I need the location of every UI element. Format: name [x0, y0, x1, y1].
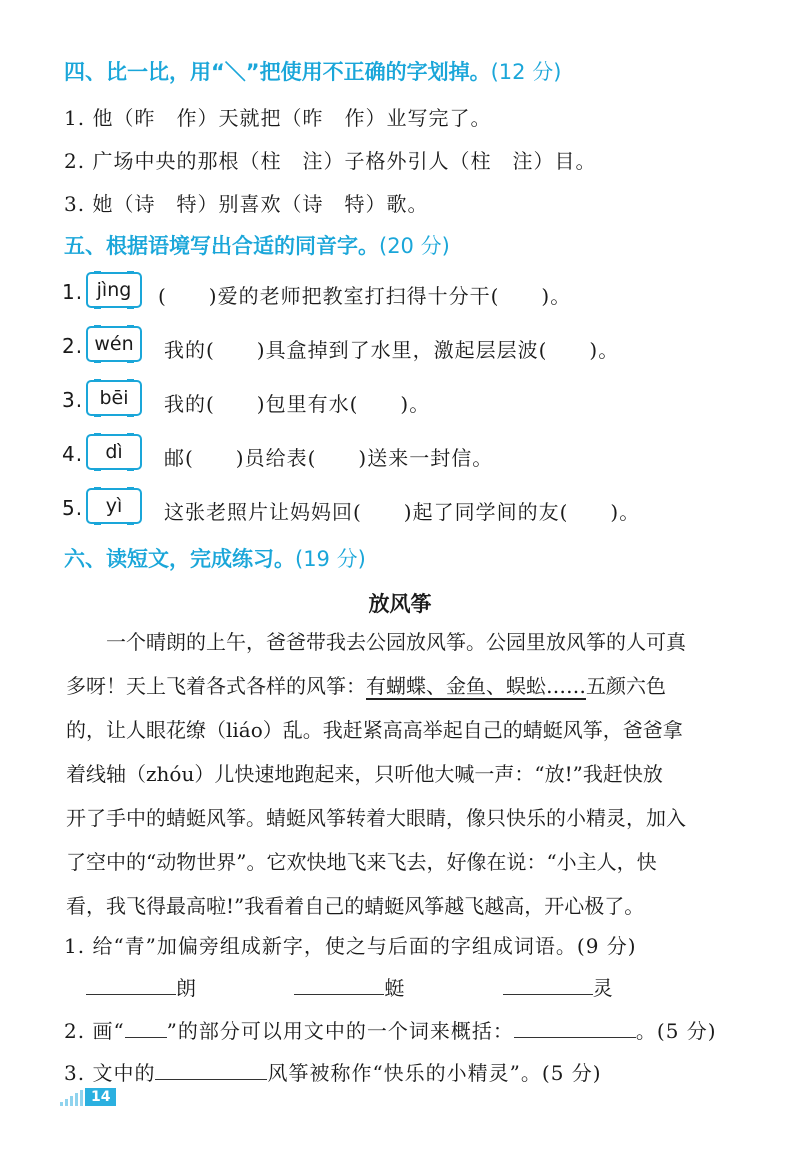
page-bar-5 — [80, 1090, 83, 1106]
q1-text: 1. 给“青”加偏旁组成新字，使之与后面的字组成词语。 — [64, 934, 577, 958]
section-6-heading-text: 六、读短文，完成练习。 — [64, 547, 295, 571]
q1-word-3: 灵 — [592, 976, 614, 1000]
q1-blank-2[interactable] — [294, 994, 384, 995]
s4-item-2: 2. 广场中央的那根（柱 注）子格外引人（柱 注）目。 — [64, 149, 597, 173]
section-5-heading-text: 五、根据语境写出合适的同音字。 — [64, 234, 379, 258]
article-line-2b: 五颜六色 — [586, 674, 666, 698]
page-bar-1 — [60, 1102, 63, 1106]
section-4-points: (12 分) — [490, 60, 562, 84]
q3-end: 风筝被称作“快乐的小精灵”。(5 分) — [267, 1061, 602, 1085]
s5-text-5: 这张老照片让妈妈回( )起了同学间的友( )。 — [164, 500, 641, 524]
s4-item-1: 1. 他（昨 作）天就把（昨 作）业写完了。 — [64, 106, 492, 130]
q2-answer-blank[interactable] — [514, 1037, 636, 1038]
q2-end: 。(5 分) — [635, 1019, 717, 1043]
q2-pre: 2. 画“ — [64, 1019, 125, 1043]
s5-text-1: ( )爱的老师把教室打扫得十分干( )。 — [158, 284, 572, 308]
article-line-6: 了空中的“动物世界”。它欢快地飞来飞去，好像在说：“小主人，快 — [66, 850, 657, 874]
pinyin-box-1: jìng — [86, 272, 142, 308]
article-title: 放风筝 — [368, 592, 432, 616]
page-number-badge — [60, 1088, 116, 1106]
section-5-points: (20 分) — [379, 234, 450, 258]
page-number: 14 — [85, 1088, 116, 1106]
q3-pre: 3. 文中的 — [64, 1061, 156, 1085]
article-line-3: 的，让人眼花缭（liáo）乱。我赶紧高高举起自己的蜻蜓风筝，爸爸拿 — [66, 718, 683, 742]
section-5-heading — [64, 230, 450, 260]
q1 — [64, 930, 637, 959]
q1-word-1: 朗 — [176, 976, 197, 1000]
q1-answer-row — [86, 972, 614, 1001]
q1-blank-3[interactable] — [503, 994, 593, 995]
s5-text-4: 邮( )员给表( )送来一封信。 — [164, 446, 494, 470]
article-line-2a: 多呀！天上飞着各式各样的风筝： — [66, 674, 366, 698]
s5-num-4: 4. — [62, 442, 84, 466]
pinyin-box-5: yì — [86, 488, 142, 524]
page-bar-2 — [65, 1099, 68, 1106]
q2 — [64, 1015, 717, 1044]
page-bar-4 — [75, 1093, 78, 1106]
article-line-5: 开了手中的蜻蜓风筝。蜻蜓风筝转着大眼睛，像只快乐的小精灵，加入 — [66, 806, 686, 830]
article-line-1: 一个晴朗的上午，爸爸带我去公园放风筝。公园里放风筝的人可真 — [66, 630, 686, 654]
q3-answer-blank[interactable] — [155, 1079, 267, 1080]
article-line-2 — [66, 664, 756, 708]
article-underlined-part: 有蝴蝶、金鱼、蜈蚣…… — [366, 674, 586, 698]
article-line-7: 看，我飞得最高啦!”我看着自己的蜻蜓风筝越飞越高，开心极了。 — [66, 894, 645, 918]
q2-mid: ”的部分可以用文中的一个词来概括： — [166, 1019, 514, 1043]
section-4-heading-text: 四、比一比，用“＼”把使用不正确的字划掉。 — [64, 60, 491, 84]
article-line-4: 着线轴（zhóu）儿快速地跑起来，只听他大喊一声：“放!”我赶快放 — [66, 762, 663, 786]
pinyin-box-4: dì — [86, 434, 142, 470]
page-bar-3 — [70, 1096, 73, 1106]
s5-text-3: 我的( )包里有水( )。 — [164, 392, 431, 416]
q1-points: (9 分) — [576, 934, 637, 958]
s5-num-1: 1. — [62, 280, 84, 304]
s5-text-2: 我的( )具盒掉到了水里，激起层层波( )。 — [164, 338, 620, 362]
section-6-heading — [64, 543, 366, 573]
q1-blank-1[interactable] — [86, 994, 176, 995]
s5-num-2: 2. — [62, 334, 84, 358]
article-body — [66, 620, 756, 928]
s5-num-5: 5. — [62, 496, 84, 520]
section-6-points: (19 分) — [295, 547, 366, 571]
pinyin-box-3: bēi — [86, 380, 142, 416]
section-4-heading — [64, 56, 561, 86]
q2-underline-sample — [125, 1037, 167, 1038]
s5-num-3: 3. — [62, 388, 84, 412]
q1-word-2: 蜓 — [384, 976, 406, 1000]
q3 — [64, 1057, 602, 1086]
s4-item-3: 3. 她（诗 特）别喜欢（诗 特）歌。 — [64, 192, 429, 216]
pinyin-box-2: wén — [86, 326, 142, 362]
